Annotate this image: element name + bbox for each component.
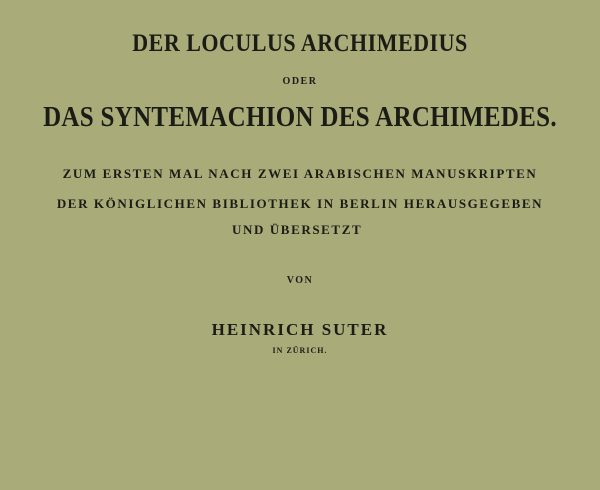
subtitle-line-3: UND ÜBERSETZT xyxy=(232,222,363,237)
main-title-line-2: DAS SYNTEMACHION DES ARCHIMEDES. xyxy=(43,101,557,133)
subtitle-line-2: DER KÖNIGLICHEN BIBLIOTHEK IN BERLIN HERAUSGEGEBEN xyxy=(56,196,544,211)
author-name: HEINRICH SUTER xyxy=(211,320,389,339)
title-conjunction: ODER xyxy=(282,76,318,87)
main-title-line-1: DER LOCULUS ARCHIMEDIUS xyxy=(132,28,468,57)
subtitle-line-1: ZUM ERSTEN MAL NACH ZWEI ARABISCHEN MANUSKRIPTEN xyxy=(62,166,538,181)
author-place: IN ZÜRICH. xyxy=(272,346,328,355)
by-label: VON xyxy=(286,275,314,286)
